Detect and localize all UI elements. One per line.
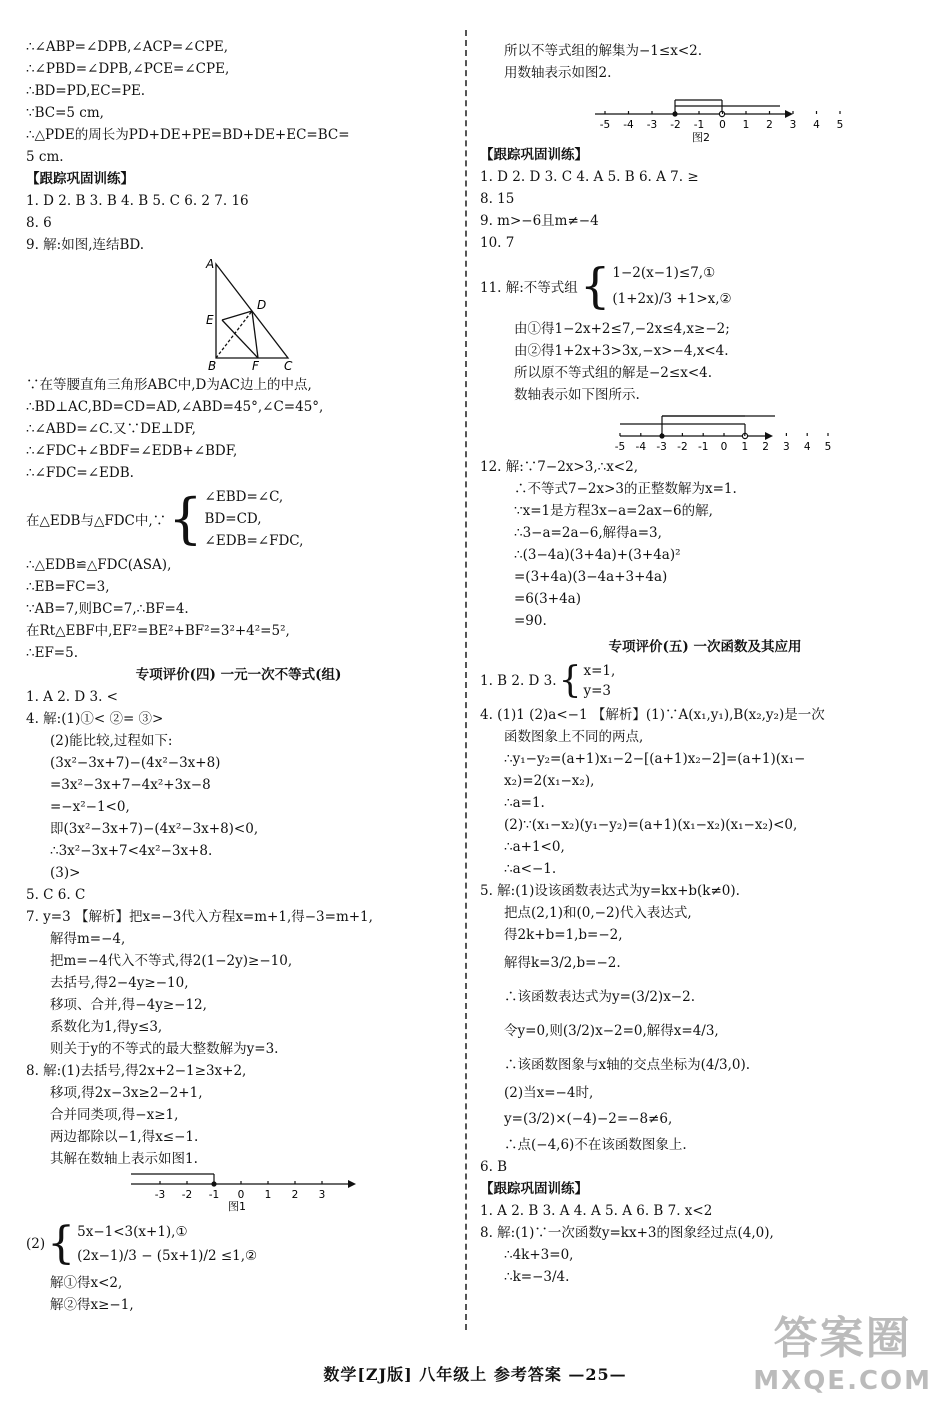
tick-label: -1: [697, 441, 709, 453]
text-line: 把m=−4代入不等式,得2(1−2y)≥−10,: [50, 953, 293, 969]
tick-label: -1: [693, 119, 705, 131]
tick-label: 3: [318, 1189, 326, 1201]
figure-2-label: 图2: [692, 131, 710, 144]
left-block-1: [26, 36, 451, 256]
number-line-2: [480, 84, 930, 144]
brace-item: ∠EDB=∠FDC,: [204, 533, 304, 549]
text-line: ∴△PDE的周长为PD+DE+PE=BD+DE+EC=BC=: [26, 127, 350, 143]
answer-line: 8. 解:(1)去括号,得2x+2−1≥3x+2,: [26, 1063, 247, 1079]
label-E: E: [206, 313, 214, 327]
number-line-figure-3: [480, 406, 930, 456]
text-line: 解得m=−4,: [50, 931, 126, 947]
answer-line: 5. 解:(1)设该函数表达式为y=kx+b(k≠0).: [480, 883, 740, 899]
label-C: C: [284, 359, 293, 373]
text-line: 即(3x²−3x+7)−(4x²−3x+8)<0,: [50, 821, 259, 837]
text-line: 得2k+b=1,b=−2,: [504, 927, 623, 943]
text-line: ∴∠FDC+∠BDF=∠EDB+∠BDF,: [26, 443, 238, 459]
text-line: ∴∠ABD=∠C.又∵DE⊥DF,: [26, 421, 196, 437]
tick-label: -4: [635, 441, 647, 453]
tick-label: -3: [656, 441, 667, 453]
text-line: ∴3−a=2a−6,解得a=3,: [514, 525, 662, 541]
column-divider: [465, 30, 467, 1330]
text-line: ∵x=1是方程3x−a=2ax−6的解,: [514, 503, 713, 519]
text-line: ∴△EDB≌△FDC(ASA),: [26, 557, 172, 573]
system-items: [77, 1220, 257, 1268]
text-line: 解①得x<2,: [50, 1275, 123, 1291]
number-line-3: [480, 406, 930, 456]
text-line: ∴3x²−3x+7<4x²−3x+8.: [50, 843, 213, 859]
section-heading: 【跟踪巩固训练】: [480, 1181, 588, 1197]
label-A: A: [206, 257, 215, 271]
text-line: 由①得1−2x+2≤7,−2x≤4,x≥−2;: [514, 321, 730, 337]
system-lead: 11. 解:不等式组: [480, 280, 578, 296]
tick-label: 5: [836, 119, 844, 131]
tick-label: -3: [646, 119, 658, 131]
right-block-5: [480, 704, 930, 1288]
text-line: 5 cm.: [26, 149, 64, 165]
answer-line: 6. B: [480, 1159, 508, 1175]
system-item: (1+2x)/3 +1>x,②: [612, 291, 732, 307]
text-line: (2)当x=−4时,: [504, 1085, 594, 1101]
right-block-4: [480, 456, 930, 632]
right-column: [480, 40, 930, 1288]
page-footer: 数学[ZJ版] 八年级上 参考答案 —25—: [323, 1365, 627, 1384]
section-title: 专项评价(五) 一次函数及其应用: [608, 639, 802, 655]
answer-line: 8. 15: [480, 191, 515, 207]
number-line-1: [26, 1170, 451, 1216]
text-line: 解②得x≥−1,: [50, 1297, 134, 1313]
text-line: ∴∠FDC=∠EDB.: [26, 465, 134, 481]
text-line: =(3+4a)(3−4a+3+4a): [514, 569, 668, 585]
section-title: 专项评价(四) 一元一次不等式(组): [135, 667, 342, 683]
text-line: 合并同类项,得−x≥1,: [50, 1107, 179, 1123]
watermark-text: 答案圈: [773, 1313, 912, 1364]
label-B: B: [208, 359, 217, 373]
text-line: 解得k=3/2,b=−2.: [504, 955, 621, 971]
brace-items: [205, 486, 304, 552]
text-line: 由②得1+2x+3>3x,−x>−4,x<4.: [514, 343, 729, 359]
tick-label: -3: [154, 1189, 166, 1201]
inequality-system-right: [480, 254, 930, 318]
figure-1-label: 图1: [228, 1200, 246, 1213]
answer-line: 1. A 2. D 3. <: [26, 689, 118, 705]
tick-label: 0: [720, 441, 728, 453]
tick-label: -5: [599, 119, 611, 131]
text-line: 移项、合并,得−4y≥−12,: [50, 997, 207, 1013]
answer-line: 9. 解:如图,连结BD.: [26, 237, 145, 253]
text-line: (3x²−3x+7)−(4x²−3x+8): [50, 755, 221, 771]
text-line: ∴(3−4a)(3+4a)+(3+4a)²: [514, 547, 681, 563]
text-line: =3x²−3x+7−4x²+3x−8: [50, 777, 211, 793]
tick-label: 5: [824, 441, 832, 453]
label-D: D: [257, 298, 267, 312]
system-item: (2x−1)/3 − (5x+1)/2 ≤1,②: [77, 1248, 258, 1264]
answer-line: 5. C 6. C: [26, 887, 86, 903]
number-line-figure-1: [26, 1170, 451, 1216]
brace-glyph: {: [558, 660, 582, 701]
text-line: 则关于y的不等式的最大整数解为y=3.: [50, 1041, 279, 1057]
system-item: 5x−1<3(x+1),①: [77, 1224, 188, 1240]
triangle-figure: [26, 256, 451, 374]
tick-label: -2: [181, 1189, 193, 1201]
text-line: ∴∠ABP=∠DPB,∠ACP=∠CPE,: [26, 39, 229, 55]
system-items: [612, 260, 731, 312]
text-line: ∴∠PBD=∠DPB,∠PCE=∠CPE,: [26, 61, 230, 77]
tick-label: -4: [623, 119, 634, 131]
brace-glyph: {: [168, 487, 203, 550]
text-line: y=(3/2)×(−4)−2=−8≠6,: [504, 1111, 673, 1127]
tick-label: 0: [237, 1189, 245, 1201]
text-line: (2)能比较,过程如下:: [50, 733, 173, 749]
text-line: 移项,得2x−3x≥2−2+1,: [50, 1085, 203, 1101]
text-line: 令y=0,则(3/2)x−2=0,解得x=4/3,: [504, 1023, 719, 1039]
text-line: ∴k=−3/4.: [504, 1269, 570, 1285]
right-block-2: [480, 144, 930, 254]
text-line: (2)∵(x₁−x₂)(y₁−y₂)=(a+1)(x₁−x₂)(x₁−x₂)<0,: [504, 817, 798, 833]
text-line: ∴不等式7−2x>3的正整数解为x=1.: [514, 481, 737, 497]
text-line: ∵AB=7,则BC=7,∴BF=4.: [26, 601, 189, 617]
right-block-1: [480, 40, 930, 84]
text-line: ∴该函数图象与x轴的交点坐标为(4/3,0).: [504, 1057, 751, 1073]
text-line: ∴该函数表达式为y=(3/2)x−2.: [504, 989, 696, 1005]
text-line: 用数轴表示如图2.: [504, 65, 612, 81]
text-line: (3)>: [50, 865, 81, 881]
text-line: 其解在数轴上表示如图1.: [50, 1151, 198, 1167]
tick-label: -2: [677, 441, 688, 453]
number-line-figure-2: [480, 84, 930, 144]
right-block-3: [480, 318, 930, 406]
text-line: ∴a+1<0,: [504, 839, 565, 855]
tick-label: 1: [264, 1189, 272, 1201]
text-line: =−x²−1<0,: [50, 799, 130, 815]
tick-label: 2: [291, 1189, 299, 1201]
left-block-3: [26, 554, 451, 664]
left-block-2: [26, 374, 451, 484]
inequality-system-left: [26, 1216, 451, 1272]
text-line: ∴4k+3=0,: [504, 1247, 574, 1263]
text-line: ∵在等腰直角三角形ABC中,D为AC边上的中点,: [26, 377, 312, 393]
answer-line: 4. (1)1 (2)a<−1 【解析】(1)∵A(x₁,y₁),B(x₂,y₂)是一次: [480, 707, 825, 723]
text-line: 在Rt△EBF中,EF²=BE²+BF²=3²+4²=5²,: [26, 623, 290, 639]
text-line: 函数图象上不同的两点,: [504, 729, 644, 745]
text-line: ∴EF=5.: [26, 645, 79, 661]
tick-label: -1: [208, 1189, 220, 1201]
tick-label: 0: [719, 119, 726, 131]
text-line: 所以不等式组的解集为−1≤x<2.: [504, 43, 703, 59]
brace-glyph: {: [47, 1218, 76, 1269]
answer-line: 1. B 2. D 3.: [480, 673, 557, 689]
triangle-diagram: [26, 256, 451, 374]
tick-label: 4: [803, 441, 811, 453]
text-line: ∴EB=FC=3,: [26, 579, 110, 595]
brace-item: BD=CD,: [204, 511, 262, 527]
answer-line: 8. 6: [26, 215, 52, 231]
brace-lead: 在△EDB与△FDC中,∵: [26, 513, 167, 529]
tick-label: 3: [783, 441, 790, 453]
text-line: 数轴表示如下图所示.: [514, 387, 640, 403]
answer-line: 1. D 2. B 3. B 4. B 5. C 6. 2 7. 16: [26, 193, 249, 209]
tick-label: 1: [741, 441, 749, 453]
text-line: 把点(2,1)和(0,−2)代入表达式,: [504, 905, 692, 921]
answer-line: 1. D 2. D 3. C 4. A 5. B 6. A 7. ≥: [480, 169, 699, 185]
system-item: 1−2(x−1)≤7,①: [612, 265, 716, 281]
text-line: ∴a=1.: [504, 795, 545, 811]
text-line: =90.: [514, 613, 547, 629]
answer-line: 8. 解:(1)∵一次函数y=kx+3的图象经过点(4,0),: [480, 1225, 774, 1241]
text-line: 两边都除以−1,得x≤−1.: [50, 1129, 199, 1145]
left-block-5: [26, 1272, 451, 1316]
answer-line: 12. 解:∵7−2x>3,∴x<2,: [480, 459, 638, 475]
tick-label: 2: [766, 119, 773, 131]
system-item: x=1,: [583, 663, 616, 679]
text-line: 所以原不等式组的解是−2≤x<4.: [514, 365, 713, 381]
section-heading: 【跟踪巩固训练】: [480, 147, 588, 163]
tick-label: 1: [742, 119, 750, 131]
tick-label: 2: [762, 441, 769, 453]
brace-item: ∠EBD=∠C,: [204, 489, 284, 505]
text-line: ∴BD=PD,EC=PE.: [26, 83, 146, 99]
text-line: 系数化为1,得y≤3,: [50, 1019, 163, 1035]
text-line: ∵BC=5 cm,: [26, 105, 104, 121]
tick-label: -5: [614, 441, 626, 453]
left-column: [26, 36, 451, 1316]
tick-label: -2: [670, 119, 681, 131]
answer-row-q1-3: [480, 658, 930, 704]
system-item: y=3: [583, 683, 611, 699]
tick-label: 3: [789, 119, 797, 131]
answer-line: 9. m>−6且m≠−4: [480, 213, 599, 229]
system-lead: (2): [26, 1236, 46, 1252]
text-line: x₂)=2(x₁−x₂),: [504, 773, 595, 789]
section-heading: 【跟踪巩固训练】: [26, 171, 134, 187]
text-line: =6(3+4a): [514, 591, 581, 607]
brace-system: [26, 484, 451, 554]
text-line: ∴y₁−y₂=(a+1)x₁−2−[(a+1)x₂−2]=(a+1)(x₁−: [504, 751, 806, 767]
answer-line: 10. 7: [480, 235, 515, 251]
watermark-logo: [753, 1302, 932, 1396]
answer-line: 4. 解:(1)①< ②= ③>: [26, 711, 164, 727]
answer-line: 1. A 2. B 3. A 4. A 5. A 6. B 7. x<2: [480, 1203, 713, 1219]
left-block-4: [26, 686, 451, 1170]
watermark-url: MXQE.COM: [753, 1366, 932, 1396]
tick-label: 4: [813, 119, 820, 131]
answer-line: 7. y=3 【解析】把x=−3代入方程x=m+1,得−3=m+1,: [26, 909, 373, 925]
system-items: [583, 661, 615, 701]
brace-glyph: {: [579, 258, 611, 314]
text-line: ∴BD⊥AC,BD=CD=AD,∠ABD=45°,∠C=45°,: [26, 399, 324, 415]
text-line: ∴a<−1.: [504, 861, 557, 877]
text-line: 去括号,得2−4y≥−10,: [50, 975, 189, 991]
text-line: ∴点(−4,6)不在该函数图象上.: [504, 1137, 687, 1153]
label-F: F: [252, 359, 259, 373]
